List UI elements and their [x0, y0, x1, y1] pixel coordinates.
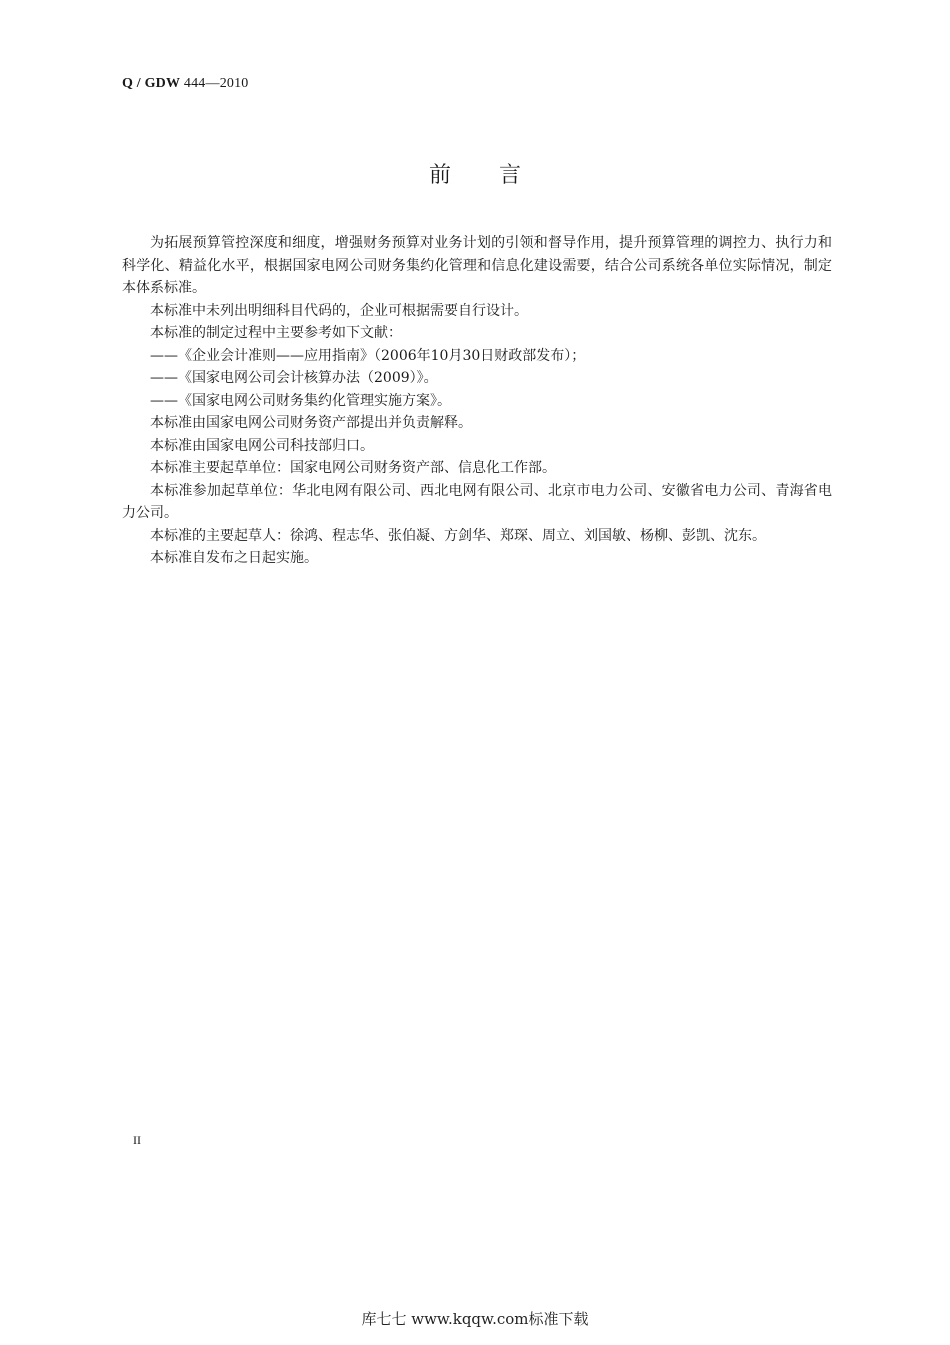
document-header — [122, 76, 249, 92]
page-title: 前言 — [428, 163, 569, 188]
paragraph: 本标准主要起草单位：国家电网公司财务资产部、信息化工作部。 — [150, 460, 556, 476]
standard-number: 444—2010 — [183, 76, 249, 91]
reference-item: ——《企业会计准则——应用指南》（2006年10月30日财政部发布）； — [150, 347, 586, 364]
standard-code: Q / GDW — [122, 76, 181, 91]
paragraph: 本标准由国家电网公司财务资产部提出并负责解释。 — [150, 415, 472, 431]
reference-item: ——《国家电网公司财务集约化管理实施方案》。 — [150, 392, 451, 409]
preface-content — [122, 232, 832, 570]
paragraph: 本标准的制定过程中主要参考如下文献： — [150, 325, 402, 341]
paragraph: 本标准由国家电网公司科技部归口。 — [150, 437, 374, 454]
page-number: II — [133, 1133, 141, 1147]
paragraph: 本标准自发布之日起实施。 — [150, 550, 318, 566]
paragraph: 为拓展预算管控深度和细度，增强财务预算对业务计划的引领和督导作用，提升预算管理的调控力、执行力和科学化、精益化水平，根据国家电网公司财务集约化管理和信息化建设需要，结合公司系统各单位实际情况，制定本体系标准。 — [122, 235, 832, 296]
paragraph: 本标准中未列出明细科目代码的，企业可根据需要自行设计。 — [150, 302, 528, 319]
paragraph: 本标准的主要起草人：徐鸿、程志华、张伯凝、方剑华、郑琛、周立、刘国敏、杨柳、彭凯、沈东。 — [150, 527, 766, 544]
reference-item: ——《国家电网公司会计核算办法（2009）》。 — [150, 370, 438, 386]
paragraph: 本标准参加起草单位：华北电网有限公司、西北电网有限公司、北京市电力公司、安徽省电力公司、青海省电力公司。 — [122, 482, 832, 521]
footer-watermark: 库七七 www.kqqw.com标准下载 — [361, 1310, 589, 1328]
